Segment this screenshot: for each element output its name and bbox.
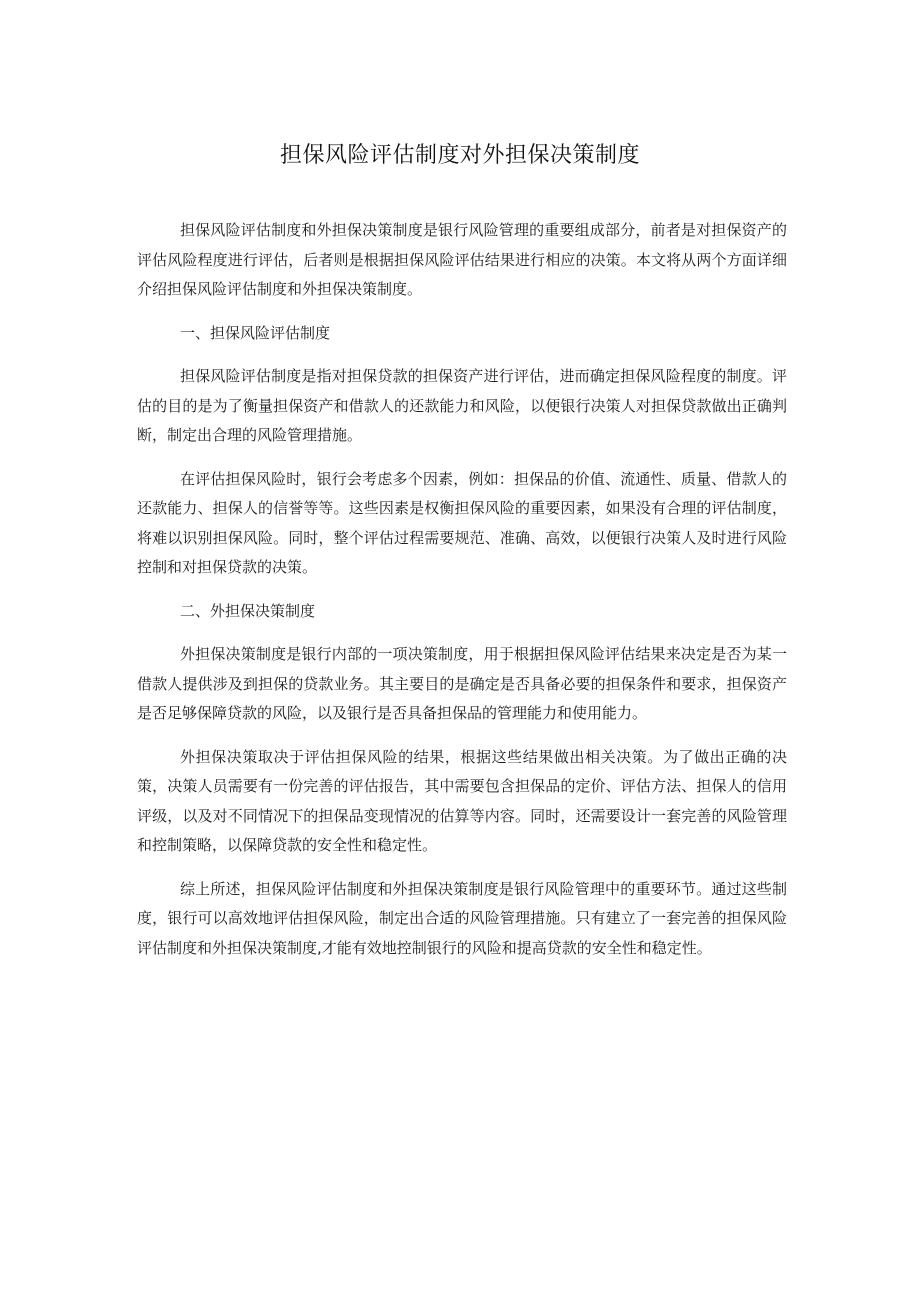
conclusion-paragraph: 综上所述，担保风险评估制度和外担保决策制度是银行风险管理中的重要环节。通过这些制度，银行可以高效地评估担保风险，制定出合适的风险管理措施。只有建立了一套完善的担保风险评估制度和外担保决策制度,才能有效地控制银行的风险和提高贷款的安全性和稳定性。 — [137, 879, 787, 957]
section1-paragraph-2: 在评估担保风险时，银行会考虑多个因素，例如：担保品的价值、流通性、质量、借款人的还款能力、担保人的信誉等等。这些因素是权衡担保风险的重要因素，如果没有合理的评估制度，将难以识别担保风险。同时，整个评估过程需要规范、准确、高效，以便银行决策人及时进行风险控制和对担保贷款的决策。 — [137, 469, 787, 576]
section2-paragraph-2: 外担保决策取决于评估担保风险的结果，根据这些结果做出相关决策。为了做出正确的决策，决策人员需要有一份完善的评估报告，其中需要包含担保品的定价、评估方法、担保人的信用评级，以及对不同情况下的担保品变现情况的估算等内容。同时，还需要设计一套完善的风险管理和控制策略，以保障贷款的安全性和稳定性。 — [137, 747, 787, 854]
section1-paragraph-1: 担保风险评估制度是指对担保贷款的担保资产进行评估，进而确定担保风险程度的制度。评估的目的是为了衡量担保资产和借款人的还款能力和风险，以便银行决策人对担保贷款做出正确判断，制定出合理的风险管理措施。 — [137, 367, 787, 444]
document-body — [137, 216, 787, 977]
section-heading-guarantee-decision: 二、外担保决策制度 — [180, 601, 316, 620]
section2-paragraph-1: 外担保决策制度是银行内部的一项决策制度，用于根据担保风险评估结果来决定是否为某一借款人提供涉及到担保的贷款业务。其主要目的是确定是否具备必要的担保条件和要求，担保资产是否足够保障贷款的风险，以及银行是否具备担保品的管理能力和使用能力。 — [137, 645, 787, 722]
document-title: 担保风险评估制度对外担保决策制度 — [279, 143, 640, 168]
section-heading-risk-assessment: 一、担保风险评估制度 — [180, 323, 331, 342]
intro-paragraph: 担保风险评估制度和外担保决策制度是银行风险管理的重要组成部分，前者是对担保资产的评估风险程度进行评估，后者则是根据担保风险评估结果进行相应的决策。本文将从两个方面详细介绍担保风险评估制度和外担保决策制度。 — [137, 221, 787, 298]
